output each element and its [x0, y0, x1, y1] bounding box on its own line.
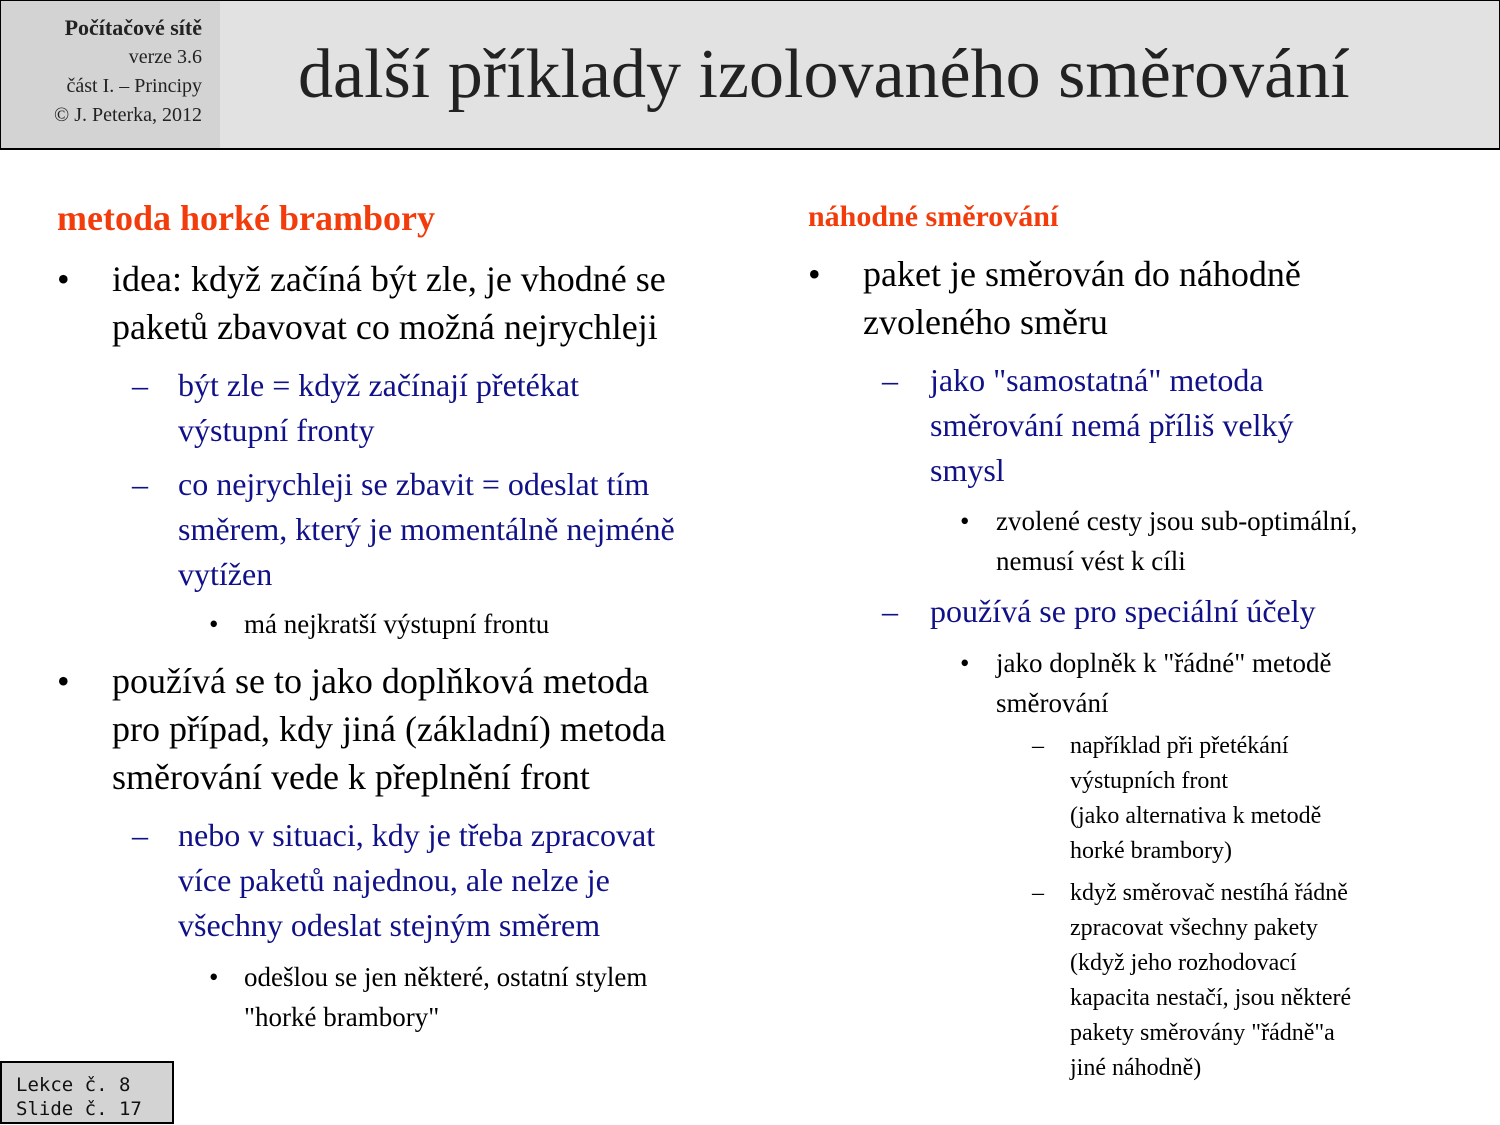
text-line: zpracovat všechny pakety: [1070, 915, 1318, 941]
left-sub3-point: [244, 957, 647, 1037]
dash-marker: –: [1032, 880, 1044, 906]
text-line: pro případ, kdy jiná (základní) metoda: [112, 709, 666, 749]
title-bar: [220, 0, 1500, 150]
right-sub2-point: [996, 643, 1331, 723]
text-line: používá se to jako doplňková metoda: [112, 661, 649, 701]
slide-info-box: [0, 1061, 174, 1124]
text-line: vytížen: [178, 556, 273, 592]
copyright-label: © J. Peterka, 2012: [54, 104, 202, 126]
bullet-marker: •: [209, 609, 219, 639]
course-info-box: [0, 0, 222, 150]
dash-marker: –: [1032, 733, 1044, 759]
dash-marker: –: [132, 817, 148, 853]
text-line: všechny odeslat stejným směrem: [178, 907, 601, 943]
text-line: co nejrychleji se zbavit = odeslat tím: [178, 466, 650, 502]
text-line: pakety směrovány "řádně"a: [1070, 1020, 1335, 1046]
dash-marker: –: [132, 367, 148, 403]
right-sub2-text: používá se pro speciální účely: [930, 593, 1316, 629]
text-line: jiné náhodně): [1070, 1055, 1202, 1081]
right-item1-text: [1070, 729, 1321, 869]
bullet-marker: •: [209, 962, 219, 992]
left-heading: metoda horké brambory: [57, 198, 435, 238]
bullet-marker: •: [960, 506, 970, 536]
text-line: výstupní fronty: [178, 412, 375, 448]
text-line: výstupních front: [1070, 768, 1228, 794]
text-line: (když jeho rozhodovací: [1070, 950, 1297, 976]
left-bullet1-text: [112, 255, 666, 351]
left-sub2-point: má nejkratší výstupní frontu: [244, 609, 550, 639]
version-label: verze 3.6: [128, 46, 202, 68]
part-label: část I. – Principy: [66, 75, 202, 97]
right-sub1-text: [930, 358, 1293, 493]
text-line: nebo v situaci, kdy je třeba zpracovat: [178, 817, 656, 853]
text-line: být zle = když začínají přetékat: [178, 367, 579, 403]
text-line: paketů zbavovat co možná nejrychleji: [112, 307, 658, 347]
dash-marker: –: [882, 362, 898, 398]
bullet-marker: •: [57, 661, 70, 701]
text-line: smysl: [930, 452, 1005, 488]
right-sub1-point: [996, 501, 1357, 581]
text-line: směrování vede k přeplnění front: [112, 757, 590, 797]
text-line: idea: když začíná být zle, je vhodné se: [112, 259, 666, 299]
bullet-marker: •: [960, 648, 970, 678]
right-bullet1-text: [863, 250, 1301, 346]
text-line: když směrovač nestíhá řádně: [1070, 880, 1348, 906]
dash-marker: –: [132, 466, 148, 502]
text-line: směrem, který je momentálně nejméně: [178, 511, 675, 547]
text-line: zvolené cesty jsou sub-optimální,: [996, 506, 1358, 536]
text-line: směrování: [996, 688, 1109, 718]
left-sub1-text: [178, 363, 579, 453]
text-line: horké brambory): [1070, 838, 1232, 864]
bullet-marker: •: [57, 259, 70, 299]
lecture-number: Lekce č. 8: [16, 1074, 131, 1096]
text-line: více paketů najednou, ale nelze je: [178, 862, 610, 898]
text-line: směrování nemá příliš velký: [930, 407, 1294, 443]
right-heading: náhodné směrování: [808, 200, 1059, 233]
slide-title: další příklady izolovaného směrování: [298, 36, 1350, 113]
text-line: jako "samostatná" metoda: [930, 362, 1264, 398]
bullet-marker: •: [808, 254, 821, 294]
left-sub3-text: [178, 813, 655, 948]
left-sub2-text: [178, 462, 675, 597]
slide-number: Slide č. 17: [16, 1098, 142, 1120]
text-line: kapacita nestačí, jsou některé: [1070, 985, 1352, 1011]
text-line: jako doplněk k "řádné" metodě: [996, 648, 1332, 678]
text-line: nemusí vést k cíli: [996, 546, 1186, 576]
course-name: Počítačové sítě: [64, 15, 202, 40]
text-line: (jako alternativa k metodě: [1070, 803, 1322, 829]
text-line: paket je směrován do náhodně: [863, 254, 1301, 294]
text-line: "horké brambory": [244, 1002, 440, 1032]
right-item2-text: [1070, 876, 1351, 1086]
left-bullet2-text: [112, 657, 666, 801]
dash-marker: –: [882, 593, 898, 629]
text-line: odešlou se jen některé, ostatní stylem: [244, 962, 648, 992]
text-line: zvoleného směru: [863, 302, 1108, 342]
text-line: například při přetékání: [1070, 733, 1289, 759]
